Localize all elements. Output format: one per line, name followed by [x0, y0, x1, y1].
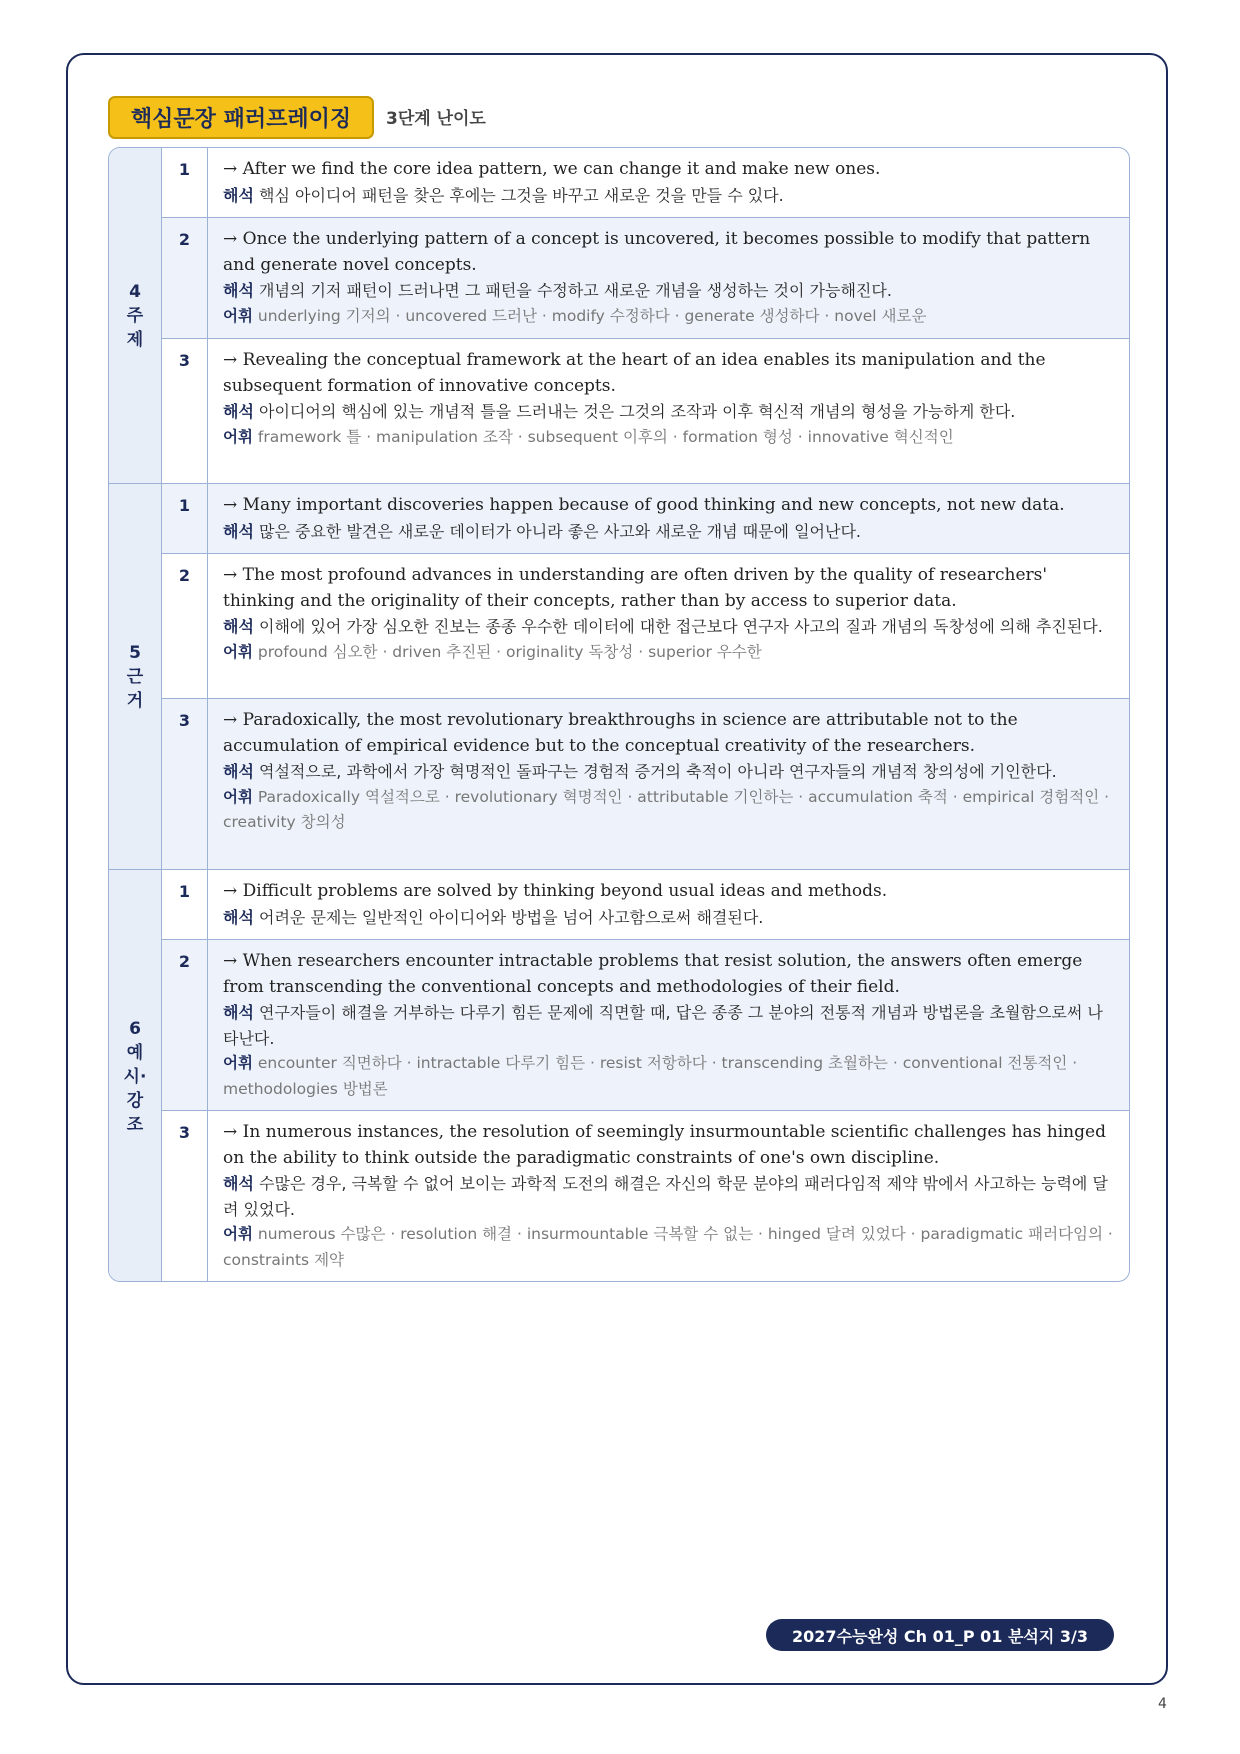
translation-tag: 해석	[223, 521, 254, 541]
english-paraphrase: → Many important discoveries happen because of good thinking and new concepts, not new data.	[223, 495, 1065, 515]
vocab-tag: 어휘	[223, 787, 253, 806]
group-char: 제	[126, 329, 144, 350]
vocab-tag: 어휘	[223, 1054, 253, 1072]
translation-line	[223, 278, 1115, 304]
row-number: 2	[162, 218, 208, 338]
page-number: 4	[1158, 1696, 1167, 1712]
translation-line	[223, 399, 1115, 425]
translation-tag: 해석	[223, 617, 254, 636]
translation-line	[223, 1000, 1115, 1051]
vocab-text: encounter 직면하다 · intractable 다루기 힘든 · resist 저항하다 · transcending 초월하는 · conventional 전통적인 · methodologies 방법론	[223, 1054, 1078, 1098]
vocab-text: underlying 기저의 · uncovered 드러난 · modify 수정하다 · generate 생성하다 · novel 새로운	[257, 306, 927, 325]
translation-tag: 해석	[223, 402, 254, 421]
english-paraphrase: → Once the underlying pattern of a concept is uncovered, it becomes possible to modify that pattern and generate novel concepts.	[223, 229, 1091, 275]
group-label-theme	[109, 148, 162, 483]
translation-line	[223, 183, 1115, 209]
vocab-tag: 어휘	[223, 427, 253, 446]
row-number: 3	[162, 699, 208, 870]
table-row	[162, 217, 1129, 338]
english-paraphrase: → Difficult problems are solved by thinking beyond usual ideas and methods.	[223, 881, 888, 901]
translation-text: 많은 중요한 발견은 새로운 데이터가 아니라 좋은 사고와 새로운 개념 때문에 일어난다.	[259, 521, 862, 541]
translation-tag: 해석	[223, 907, 254, 927]
translation-text: 수많은 경우, 극복할 수 없어 보이는 과학적 도전의 해결은 자신의 학문 분야의 패러다임적 제약 밖에서 사고하는 능력에 달려 있었다.	[223, 1174, 1108, 1219]
group-theme	[109, 148, 1129, 483]
vocab-line	[223, 304, 1115, 330]
vocab-line	[223, 425, 1115, 451]
translation-text: 개념의 기저 패턴이 드러나면 그 패턴을 수정하고 새로운 개념을 생성하는 것이 가능해진다.	[259, 281, 892, 300]
group-char: 거	[126, 690, 144, 711]
table-row	[162, 1110, 1129, 1282]
translation-line	[223, 905, 1115, 931]
english-paraphrase: → After we find the core idea pattern, we can change it and make new ones.	[223, 159, 881, 179]
vocab-line	[223, 785, 1115, 836]
english-paraphrase: → Paradoxically, the most revolutionary breakthroughs in science are attributable not to the accumulation of empirical evidence but to the conceptual creativity of the researchers.	[223, 710, 1018, 756]
translation-text: 역설적으로, 과학에서 가장 혁명적인 돌파구는 경험적 증거의 축적이 아니라 연구자들의 개념적 창의성에 기인한다.	[259, 762, 1057, 781]
paraphrase-table	[108, 147, 1130, 1282]
vocab-tag: 어휘	[223, 306, 253, 325]
table-row	[162, 698, 1129, 870]
translation-line	[223, 759, 1115, 785]
translation-line	[223, 614, 1115, 640]
group-example-emphasis	[109, 869, 1129, 1282]
group-char: 시·	[123, 1066, 147, 1087]
row-number: 3	[162, 1111, 208, 1282]
translation-tag: 해석	[223, 185, 254, 205]
group-char: 조	[126, 1114, 144, 1135]
translation-tag: 해석	[223, 1174, 254, 1193]
vocab-text: Paradoxically 역설적으로 · revolutionary 혁명적인 · attributable 기인하는 · accumulation 축적 · empirical 경험적인 · creativity 창의성	[223, 787, 1110, 831]
group-char: 예	[126, 1042, 144, 1063]
group-number: 5	[129, 642, 141, 663]
group-char: 강	[126, 1090, 144, 1111]
section-title: 핵심문장 패러프레이징	[108, 96, 374, 139]
table-row	[162, 338, 1129, 483]
group-char: 근	[126, 666, 144, 687]
group-label-evidence	[109, 484, 162, 869]
group-char: 주	[126, 305, 144, 326]
translation-tag: 해석	[223, 762, 254, 781]
english-paraphrase: → When researchers encounter intractable problems that resist solution, the answers often emerge from transcending the conventional concepts and methodologies of their field.	[223, 951, 1083, 997]
translation-text: 핵심 아이디어 패턴을 찾은 후에는 그것을 바꾸고 새로운 것을 만들 수 있다.	[259, 185, 784, 205]
translation-text: 연구자들이 해결을 거부하는 다루기 힘든 문제에 직면할 때, 답은 종종 그 분야의 전통적 개념과 방법론을 초월함으로써 나타난다.	[223, 1003, 1103, 1048]
row-number: 3	[162, 339, 208, 483]
translation-tag: 해석	[223, 281, 254, 300]
vocab-tag: 어휘	[223, 642, 253, 661]
table-row	[162, 484, 1129, 553]
difficulty-level: 3단계 난이도	[386, 109, 486, 129]
translation-text: 아이디어의 핵심에 있는 개념적 틀을 드러내는 것은 그것의 조작과 이후 혁신적 개념의 형성을 가능하게 한다.	[259, 402, 1016, 421]
row-number: 2	[162, 554, 208, 698]
vocab-line	[223, 640, 1115, 666]
row-number: 1	[162, 148, 208, 217]
vocab-tag: 어휘	[223, 1225, 253, 1243]
english-paraphrase: → Revealing the conceptual framework at the heart of an idea enables its manipulation and the subsequent formation of innovative concepts.	[223, 350, 1046, 396]
translation-text: 어려운 문제는 일반적인 아이디어와 방법을 넘어 사고함으로써 해결된다.	[259, 907, 764, 927]
row-number: 1	[162, 870, 208, 939]
group-number: 4	[129, 281, 141, 302]
table-row	[162, 870, 1129, 939]
vocab-line	[223, 1222, 1115, 1273]
table-row	[162, 148, 1129, 217]
translation-line	[223, 519, 1115, 545]
translation-text: 이해에 있어 가장 심오한 진보는 종종 우수한 데이터에 대한 접근보다 연구자 사고의 질과 개념의 독창성에 의해 추진된다.	[259, 617, 1103, 636]
group-label-example	[109, 870, 162, 1282]
translation-tag: 해석	[223, 1003, 254, 1022]
english-paraphrase: → In numerous instances, the resolution of seemingly insurmountable scientific challenges has hinged on the ability to think outside the paradigmatic constraints of one's own discipline.	[223, 1122, 1106, 1168]
vocab-text: numerous 수많은 · resolution 해결 · insurmountable 극복할 수 없는 · hinged 달려 있었다 · paradigmatic 패러다임의 · constraints 제약	[223, 1225, 1113, 1269]
translation-line	[223, 1171, 1115, 1222]
table-row	[162, 939, 1129, 1110]
group-number: 6	[129, 1018, 141, 1039]
english-paraphrase: → The most profound advances in understanding are often driven by the quality of researchers' thinking and the originality of their concepts, rather than by access to superior data.	[223, 565, 1048, 611]
group-evidence	[109, 483, 1129, 869]
table-row	[162, 553, 1129, 698]
row-number: 2	[162, 940, 208, 1110]
row-number: 1	[162, 484, 208, 553]
vocab-text: profound 심오한 · driven 추진된 · originality 독창성 · superior 우수한	[257, 642, 762, 661]
vocab-text: framework 틀 · manipulation 조작 · subsequent 이후의 · formation 형성 · innovative 혁신적인	[257, 427, 954, 446]
vocab-line	[223, 1051, 1115, 1102]
footer-badge: 2027수능완성 Ch 01_P 01 분석지 3/3	[766, 1619, 1114, 1651]
